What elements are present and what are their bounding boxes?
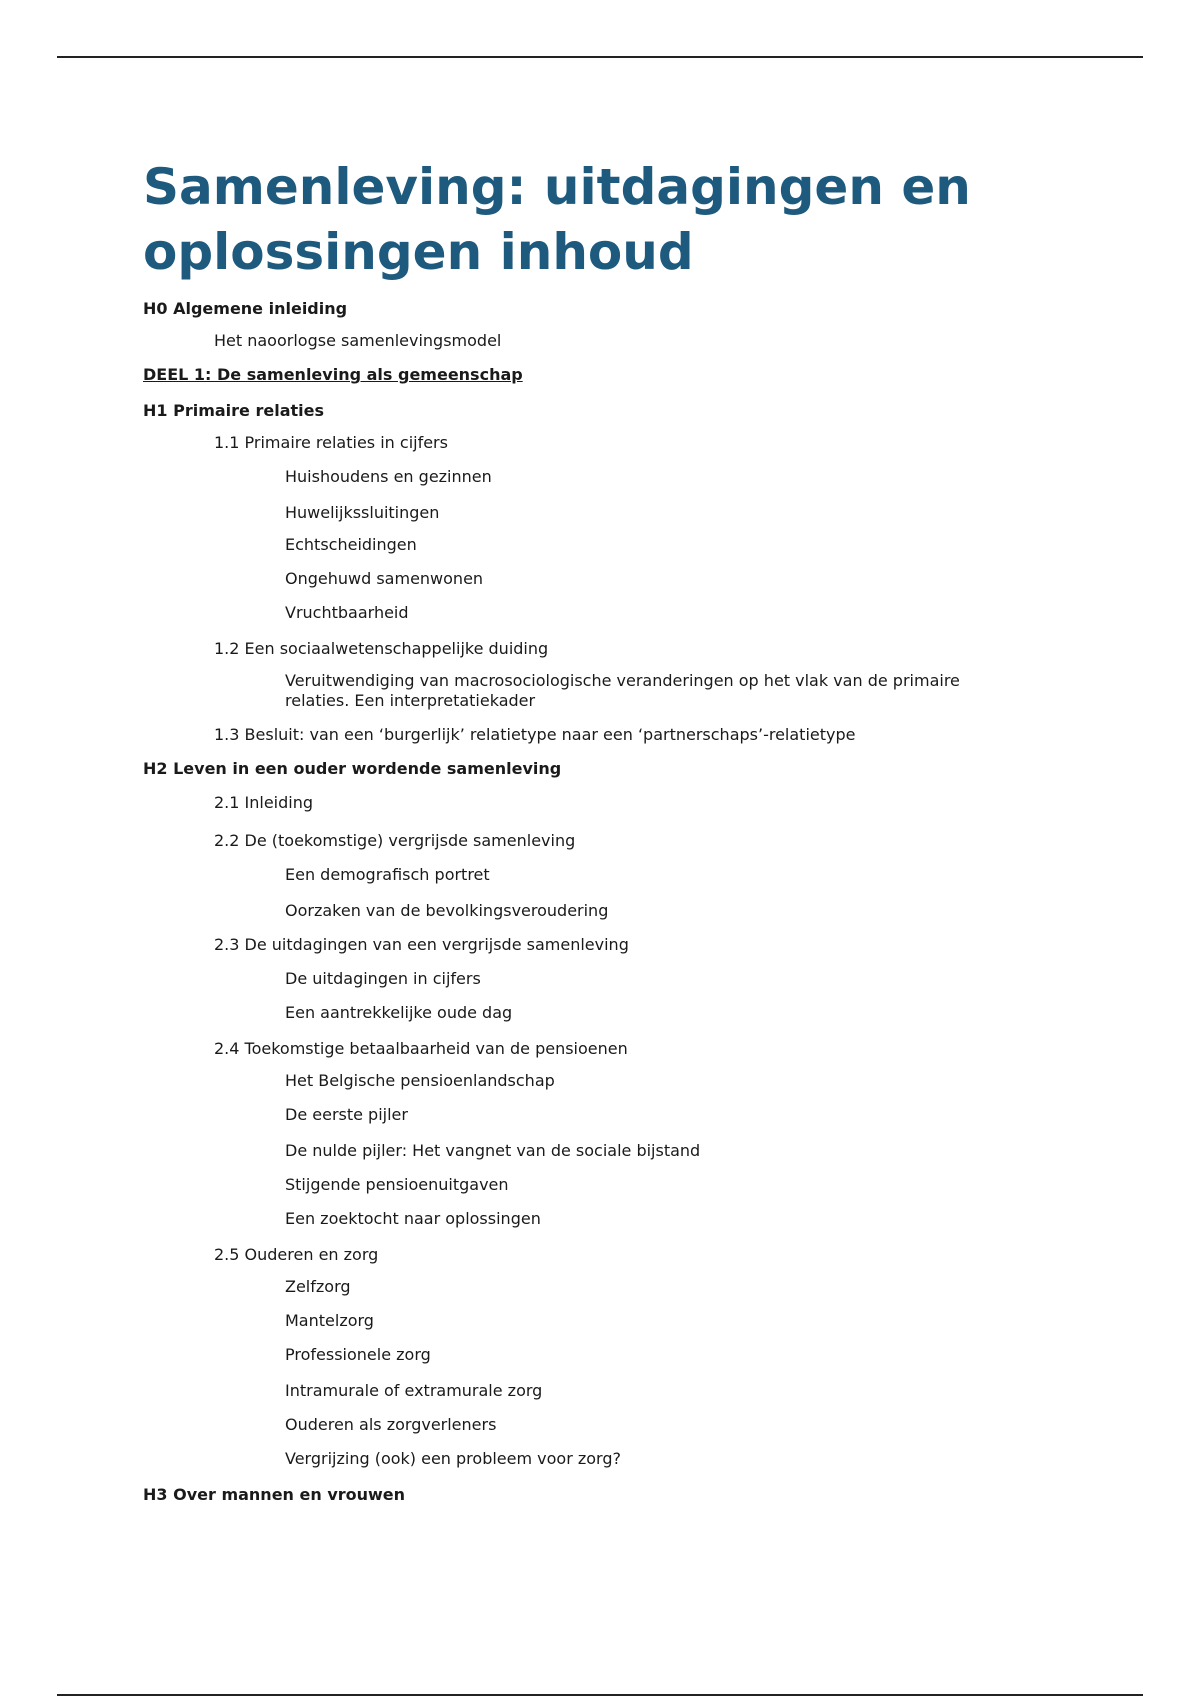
subsection-entry: Een demografisch portret: [285, 865, 490, 884]
subsection-entry: Huwelijkssluitingen: [285, 503, 440, 522]
table-of-contents: [143, 299, 1103, 1505]
subsection-entry: Huishoudens en gezinnen: [285, 467, 492, 486]
chapter-heading: H3 Over mannen en vrouwen: [143, 1485, 406, 1504]
subsection-entry: Zelfzorg: [285, 1277, 351, 1296]
subsection-entry: Vruchtbaarheid: [285, 603, 409, 622]
subsection-entry: Oorzaken van de bevolkingsveroudering: [285, 901, 609, 920]
subsection-entry: Ongehuwd samenwonen: [285, 569, 484, 588]
chapter-heading: H0 Algemene inleiding: [143, 299, 348, 318]
subsection-entry: De eerste pijler: [285, 1105, 408, 1124]
subsection-entry: Echtscheidingen: [285, 535, 417, 554]
subsection-entry: Vergrijzing (ook) een probleem voor zorg?: [285, 1449, 621, 1468]
document-title: Samenleving: uitdagingen en oplossingen inhoud: [143, 158, 971, 281]
subsection-entry: Veruitwendiging van macrosociologische veranderingen op het vlak van de primaire relaties. Een interpretatiekader: [285, 671, 960, 710]
section-entry: Het naoorlogse samenlevingsmodel: [214, 331, 502, 350]
subsection-entry: De nulde pijler: Het vangnet van de sociale bijstand: [285, 1141, 701, 1160]
section-entry: 2.4 Toekomstige betaalbaarheid van de pensioenen: [214, 1039, 628, 1058]
subsection-entry: Ouderen als zorgverleners: [285, 1415, 497, 1434]
chapter-heading: H1 Primaire relaties: [143, 401, 324, 420]
subsection-entry: Mantelzorg: [285, 1311, 374, 1330]
subsection-entry: Het Belgische pensioenlandschap: [285, 1071, 555, 1090]
section-entry: 2.2 De (toekomstige) vergrijsde samenleving: [214, 831, 576, 850]
section-entry: 2.1 Inleiding: [214, 793, 314, 812]
bottom-rule: [57, 1694, 1143, 1696]
section-entry: 2.3 De uitdagingen van een vergrijsde samenleving: [214, 935, 629, 954]
section-entry: 2.5 Ouderen en zorg: [214, 1245, 379, 1264]
subsection-entry: Professionele zorg: [285, 1345, 431, 1364]
top-rule: [57, 56, 1143, 58]
part-heading: DEEL 1: De samenleving als gemeenschap: [143, 365, 523, 384]
subsection-entry: Stijgende pensioenuitgaven: [285, 1175, 509, 1194]
section-entry: 1.2 Een sociaalwetenschappelijke duiding: [214, 639, 549, 658]
subsection-entry: Een zoektocht naar oplossingen: [285, 1209, 541, 1228]
chapter-heading: H2 Leven in een ouder wordende samenleving: [143, 759, 562, 778]
subsection-entry: Een aantrekkelijke oude dag: [285, 1003, 513, 1022]
section-entry: 1.1 Primaire relaties in cijfers: [214, 433, 448, 452]
subsection-entry: Intramurale of extramurale zorg: [285, 1381, 543, 1400]
document-body: [143, 155, 1103, 1505]
subsection-entry: De uitdagingen in cijfers: [285, 969, 481, 988]
section-entry: 1.3 Besluit: van een ‘burgerlijk’ relatietype naar een ‘partnerschaps’-relatietype: [214, 725, 856, 744]
